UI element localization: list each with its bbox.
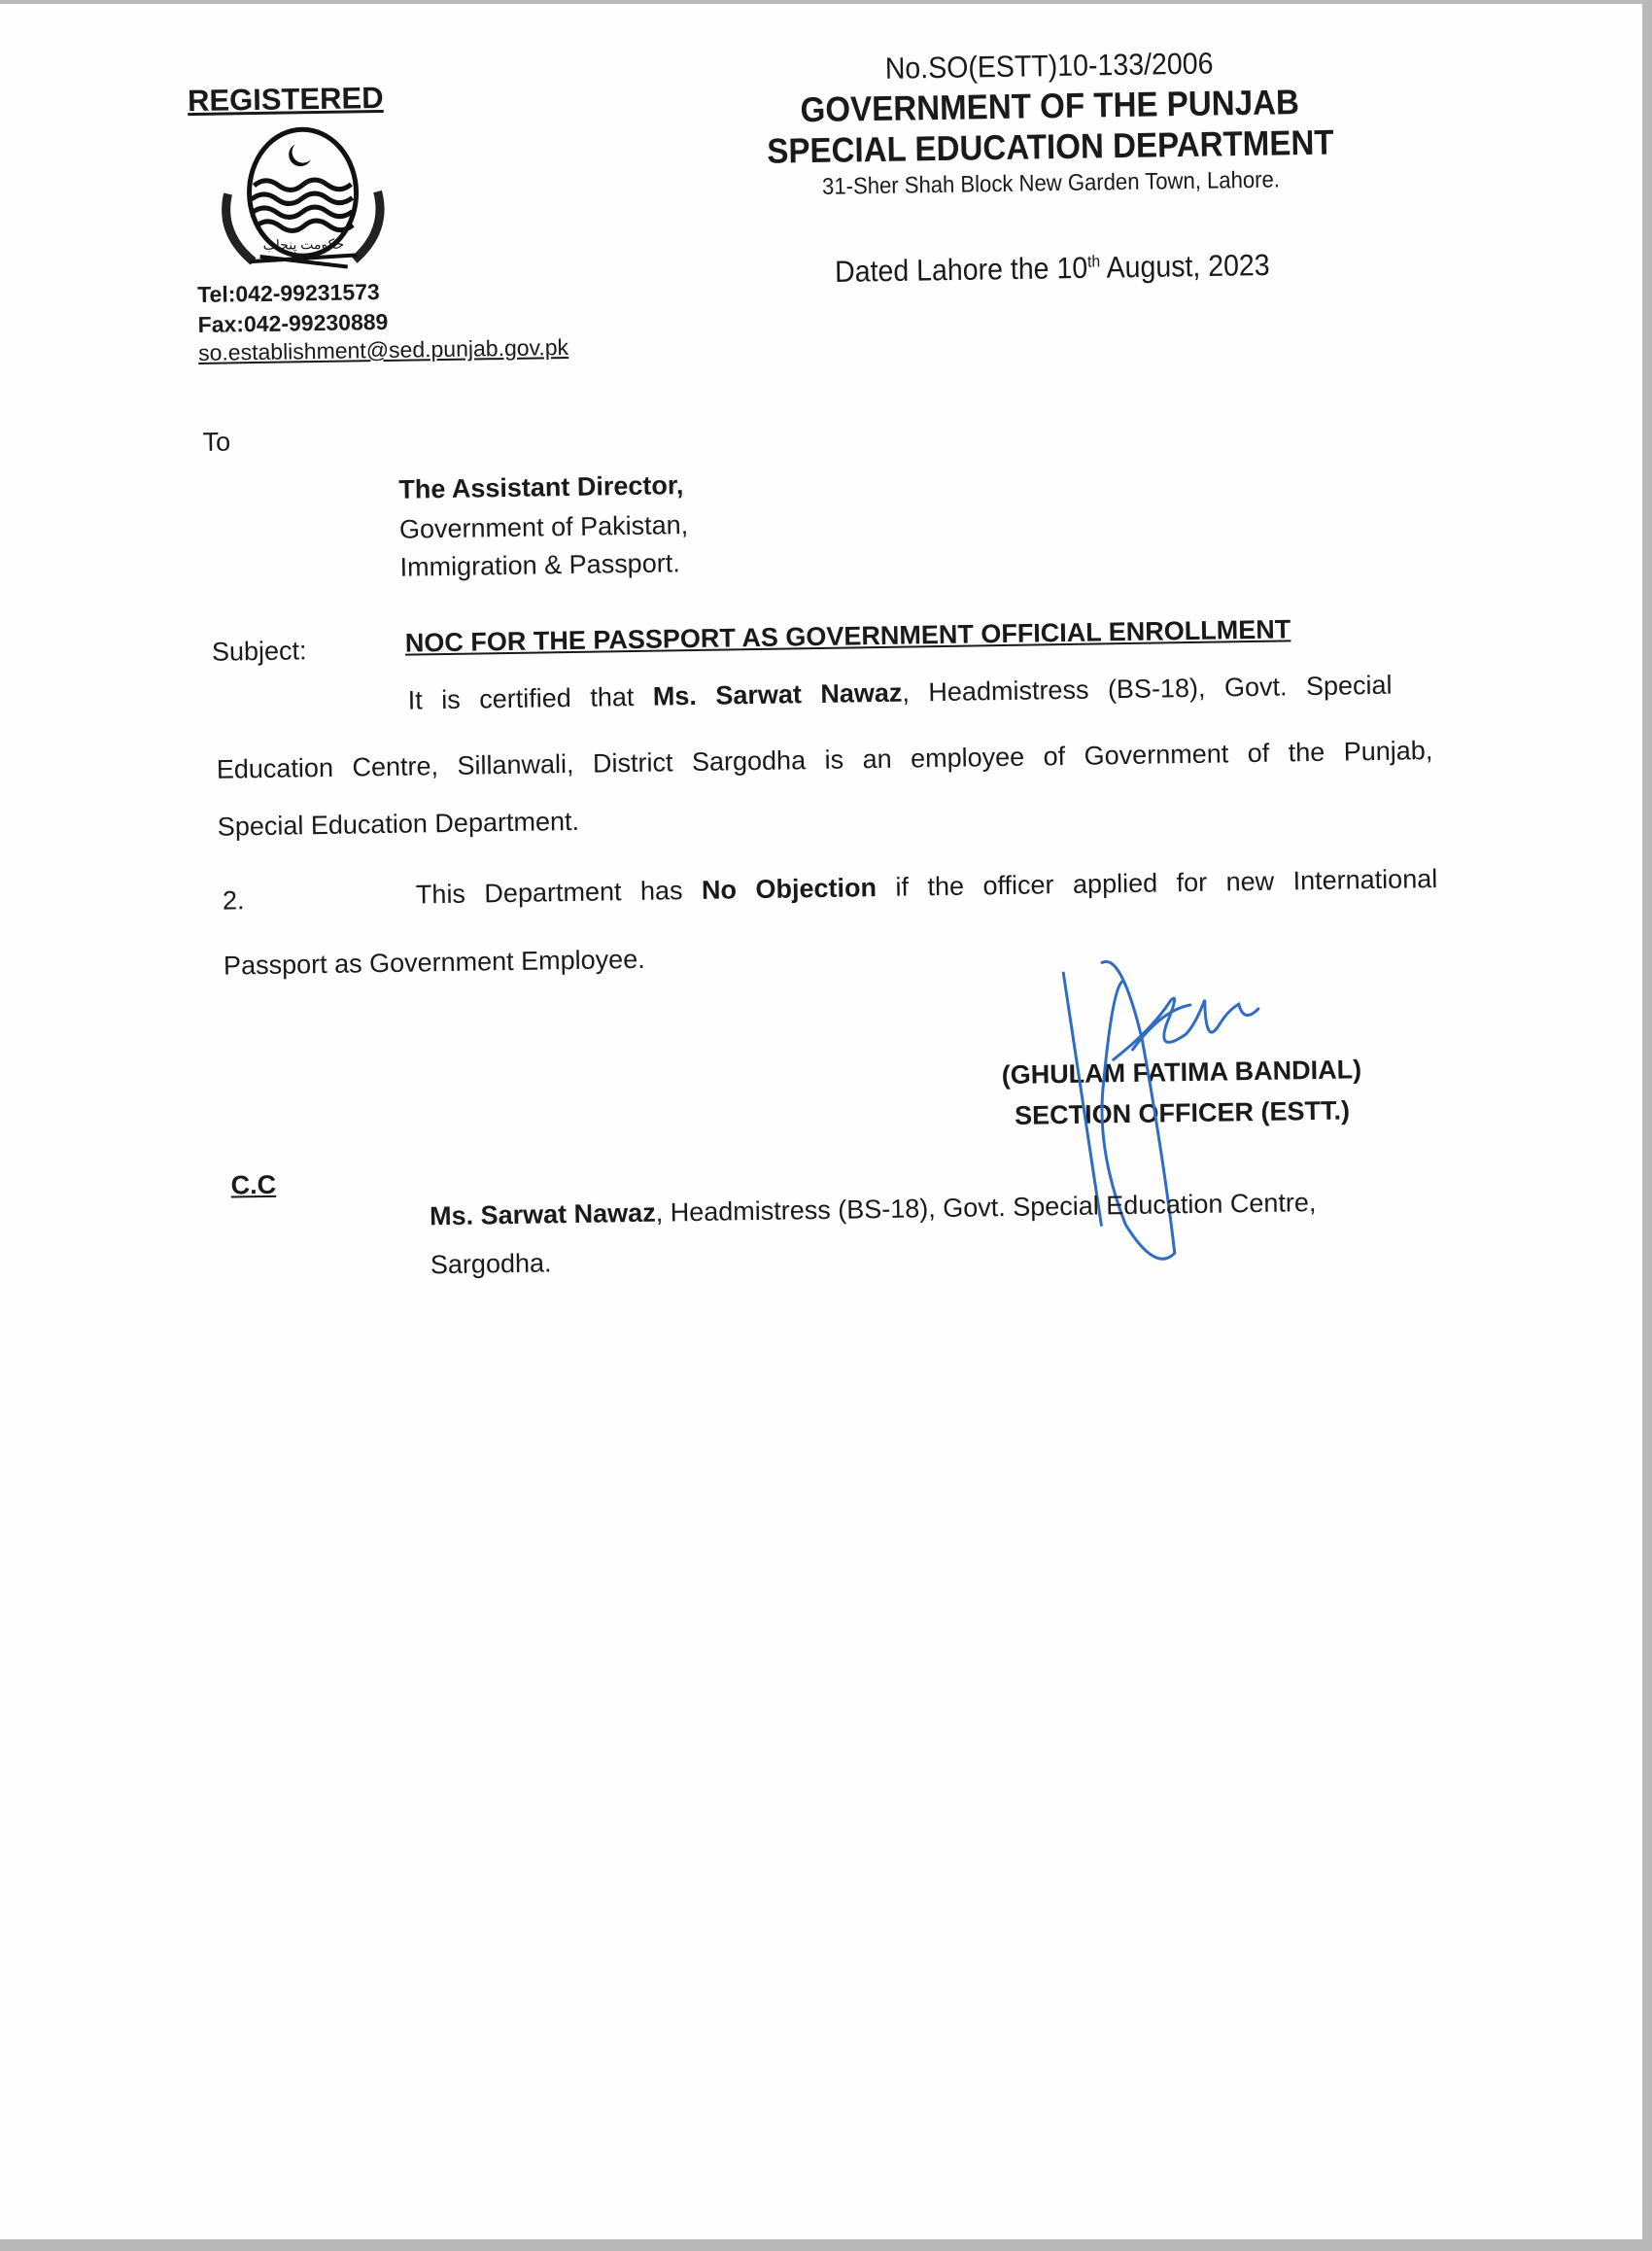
punjab-emblem-logo bbox=[209, 123, 396, 277]
addressee-title: The Assistant Director, bbox=[398, 470, 684, 504]
cc-label: C.C bbox=[230, 1169, 277, 1200]
paragraph-1-line: It is certified that Ms. Sarwat Nawaz, Headmistress (BS-18), Govt. Special bbox=[407, 670, 1393, 715]
signatory-designation: SECTION OFFICER (ESTT.) bbox=[1014, 1095, 1351, 1130]
to-label: To bbox=[202, 427, 231, 457]
cc-recipient-location: Sargodha. bbox=[430, 1248, 552, 1280]
reference-number: No.SO(ESTT)10-133/2006 bbox=[884, 46, 1214, 86]
letterhead-header bbox=[679, 41, 1422, 294]
org-name: GOVERNMENT OF THE PUNJAB bbox=[800, 82, 1300, 130]
paragraph-1-line: Education Centre, Sillanwali, District Sargodha is an employee of Government of the Punjab, bbox=[216, 736, 1433, 784]
subject-text: NOC FOR THE PASSPORT AS GOVERNMENT OFFICIAL ENROLLMENT bbox=[404, 614, 1291, 658]
addressee-line: Immigration & Passport. bbox=[399, 548, 680, 582]
fax: Fax:042-99230889 bbox=[197, 308, 389, 337]
logo-text: حکومت پنجاب bbox=[262, 235, 345, 253]
address: 31-Sher Shah Block New Garden Town, Lahore. bbox=[821, 166, 1281, 200]
addressee-line: Government of Pakistan, bbox=[398, 510, 689, 544]
paragraph-2-line: Passport as Government Employee. bbox=[223, 944, 645, 981]
email-link[interactable]: so.establishment@sed.punjab.gov.pk bbox=[197, 333, 569, 365]
paragraph-2-line: This Department has No Objection if the officer applied for new International bbox=[415, 864, 1438, 910]
paragraph-1-line: Special Education Department. bbox=[217, 806, 580, 842]
department-name: SPECIAL EDUCATION DEPARTMENT bbox=[766, 121, 1334, 171]
signatory-name: (GHULAM FATIMA BANDIAL) bbox=[1001, 1055, 1362, 1091]
registered-label: REGISTERED bbox=[187, 80, 384, 119]
paragraph-number: 2. bbox=[222, 885, 245, 916]
date: Dated Lahore the 10th August, 2023 bbox=[834, 247, 1270, 289]
handwritten-signature bbox=[1044, 941, 1282, 1275]
subject-label: Subject: bbox=[211, 636, 307, 667]
telephone: Tel:042-99231573 bbox=[196, 279, 380, 307]
cc-recipient: Ms. Sarwat Nawaz, Headmistress (BS-18), Govt. Special Education Centre, bbox=[429, 1188, 1317, 1231]
